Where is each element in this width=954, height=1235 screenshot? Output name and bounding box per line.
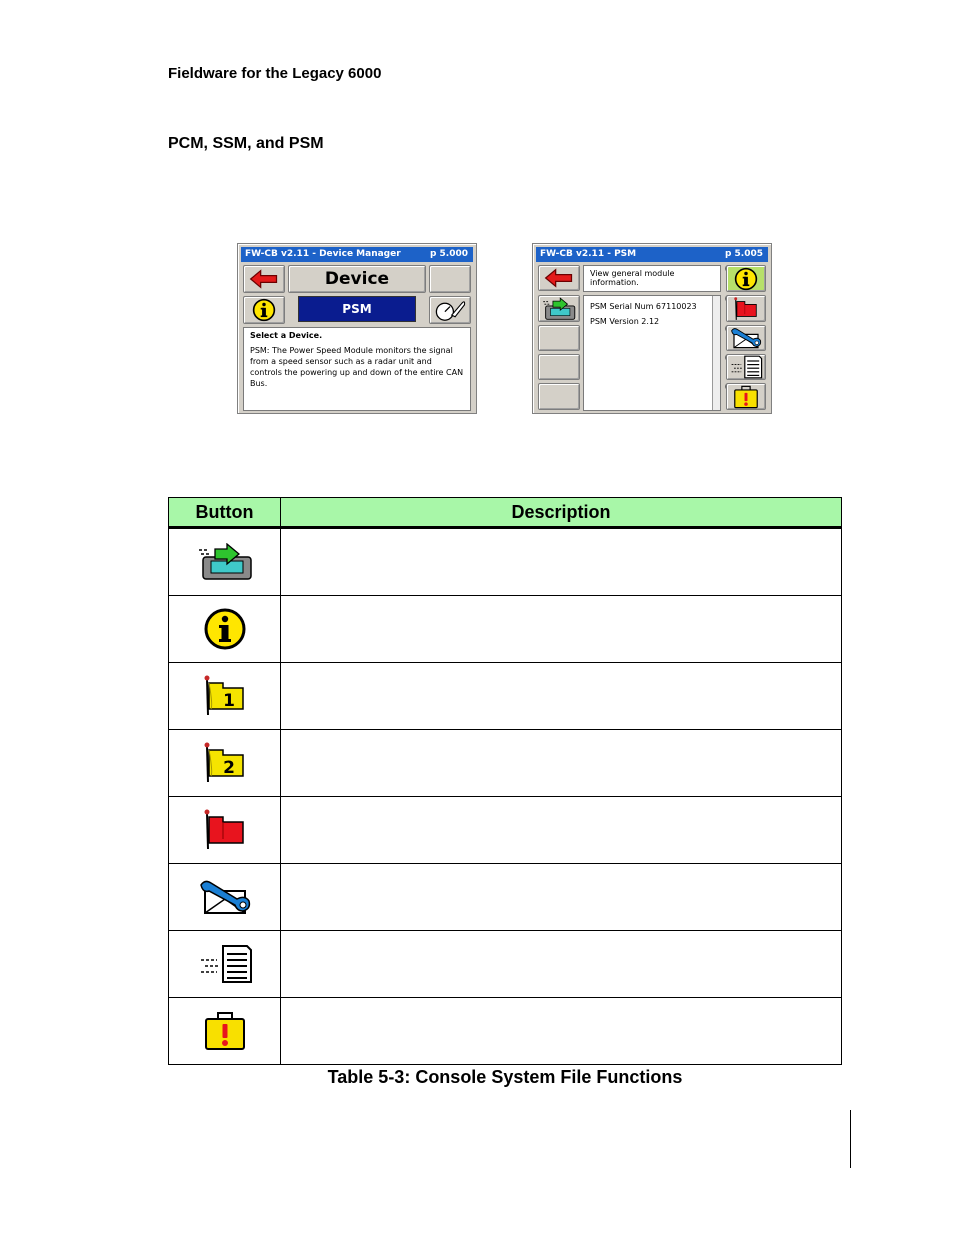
document-list-icon — [197, 944, 253, 984]
serial-number-line: PSM Serial Num 67110023 — [590, 302, 697, 311]
description-cell — [281, 663, 842, 730]
back-arrow-icon — [544, 268, 574, 288]
blank-button[interactable] — [429, 265, 471, 293]
running-header: Fieldware for the Legacy 6000 — [168, 65, 382, 82]
module-info-panel — [583, 295, 721, 411]
description-cell — [281, 730, 842, 797]
flag-2-icon — [203, 742, 247, 784]
document-list-icon — [729, 355, 763, 379]
screen-title: FW-CB v2.11 - PSM — [540, 249, 637, 259]
warning-briefcase-icon — [733, 385, 759, 409]
table-row — [169, 998, 842, 1065]
button-cell — [169, 931, 281, 998]
send-file-icon — [197, 543, 253, 581]
device-manager-screenshot — [237, 243, 477, 414]
table-row — [169, 663, 842, 730]
table-caption: Table 5-3: Console System File Functions — [327, 1067, 683, 1087]
description-cell — [281, 797, 842, 864]
info-icon — [252, 298, 276, 322]
blank-button[interactable] — [538, 383, 580, 410]
flag-1-icon — [203, 675, 247, 717]
table-row — [169, 730, 842, 797]
button-cell — [169, 528, 281, 596]
send-file-button[interactable] — [538, 295, 580, 322]
wrench-envelope-button[interactable] — [726, 325, 766, 351]
table-row — [169, 528, 842, 596]
description-column-header: Description — [281, 498, 842, 528]
table-row — [169, 797, 842, 864]
button-cell — [169, 864, 281, 931]
info-icon — [203, 607, 247, 651]
console-functions-table — [168, 497, 842, 1065]
description-cell — [281, 998, 842, 1065]
blank-button[interactable] — [538, 354, 580, 380]
button-cell — [169, 663, 281, 730]
device-select[interactable]: PSM — [298, 296, 416, 322]
table-row — [169, 596, 842, 663]
warning-briefcase-button[interactable] — [726, 383, 766, 410]
section-heading: PCM, SSM, and PSM — [168, 135, 324, 152]
table-header-row — [169, 498, 842, 528]
red-flag-icon — [732, 297, 760, 321]
page-number: p 5.000 — [429, 249, 468, 259]
table-row — [169, 864, 842, 931]
scrollbar[interactable] — [712, 296, 720, 410]
button-cell — [169, 596, 281, 663]
button-cell — [169, 797, 281, 864]
screen-title: FW-CB v2.11 - Device Manager — [245, 249, 401, 259]
info-button[interactable] — [243, 296, 285, 324]
back-button[interactable] — [243, 265, 285, 293]
table-row — [169, 931, 842, 998]
warning-briefcase-icon — [203, 1011, 247, 1051]
document-list-button[interactable] — [726, 354, 766, 380]
help-heading: Select a Device. — [250, 331, 323, 340]
tools-button[interactable] — [429, 296, 471, 324]
wrench-envelope-icon — [729, 326, 763, 350]
version-line: PSM Version 2.12 — [590, 317, 660, 326]
info-button[interactable] — [726, 265, 766, 292]
help-panel — [243, 327, 471, 411]
device-label: Device — [324, 269, 390, 289]
page-number: p 5.005 — [724, 249, 763, 259]
device-manager-titlebar — [241, 247, 473, 262]
back-button[interactable] — [538, 265, 580, 291]
meter-wrench-icon — [433, 298, 467, 322]
send-file-icon — [542, 297, 576, 321]
psm-screenshot — [532, 243, 772, 414]
description-cell — [281, 931, 842, 998]
button-column-header: Button — [169, 498, 281, 528]
back-arrow-icon — [249, 269, 279, 289]
wrench-envelope-icon — [197, 877, 253, 917]
button-cell — [169, 730, 281, 797]
info-icon — [734, 267, 758, 291]
description-cell — [281, 596, 842, 663]
help-text: PSM: The Power Speed Module monitors the signal from a speed sensor such as a radar unit and controls the powering up and down of the entire CAN Bus. — [250, 346, 464, 388]
red-flag-icon — [203, 809, 247, 851]
margin-rule — [850, 1110, 851, 1168]
description-cell — [281, 864, 842, 931]
info-text: View general module information. — [590, 269, 675, 287]
button-cell — [169, 998, 281, 1065]
blank-button[interactable] — [538, 325, 580, 351]
description-cell — [281, 528, 842, 596]
psm-titlebar — [536, 247, 768, 262]
info-text-panel — [583, 265, 721, 292]
red-flag-button[interactable] — [726, 295, 766, 322]
